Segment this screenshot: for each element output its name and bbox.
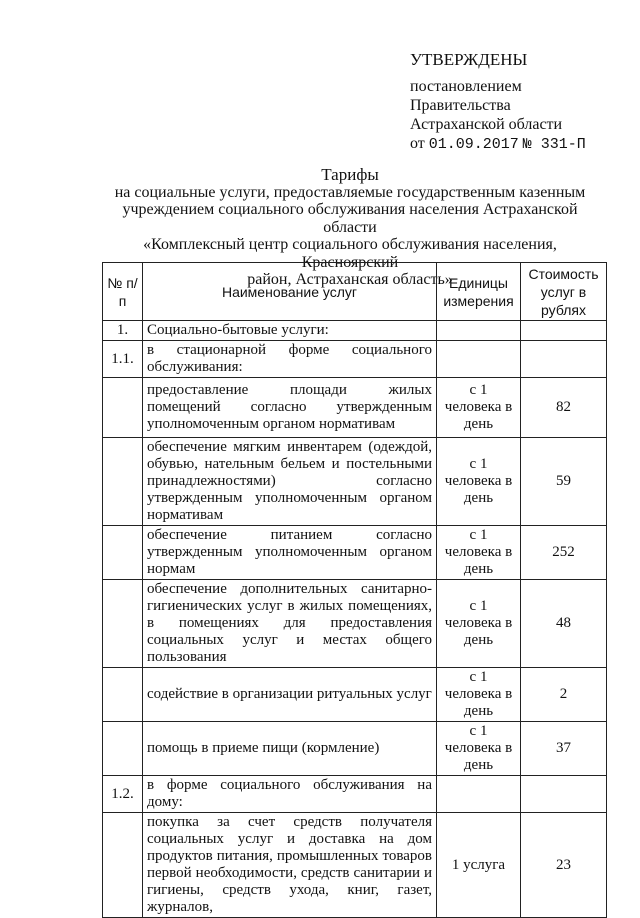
header-unit: Единицы измерения [437,263,521,321]
row-num [103,580,143,668]
row-price: 37 [521,722,607,776]
row-num [103,813,143,918]
row-name: в стационарной форме социального обслуживания: [143,341,437,378]
approved-date-line [410,134,630,154]
table-row [103,438,607,526]
table-row [103,580,607,668]
row-unit [437,341,521,378]
row-unit: с 1 человека в день [437,378,521,438]
table-row [103,668,607,722]
table-header-row [103,263,607,321]
row-name: помощь в приеме пищи (кормление) [143,722,437,776]
header-price: Стоимость услуг в рублях [521,263,607,321]
row-name: предоставление площади жилых помещений согласно утвержденным уполномоченным органом нормативам [143,378,437,438]
row-num [103,668,143,722]
row-name: покупка за счет средств получателя социальных услуг и доставка на дом продуктов питания, промышленных товаров первой необходимости, средств санитарии и гигиены, средств ухода, книг, газет, журналов, [143,813,437,918]
row-unit [437,321,521,341]
row-num: 1.2. [103,776,143,813]
row-price: 23 [521,813,607,918]
row-price: 252 [521,526,607,580]
row-price: 48 [521,580,607,668]
row-price: 2 [521,668,607,722]
row-num: 1.1. [103,341,143,378]
row-name: обеспечение мягким инвентарем (одеждой, обувью, нательным бельем и постельными принадлежностями) согласно утвержденным уполномоченным органом нормативам [143,438,437,526]
row-price [521,341,607,378]
row-num [103,438,143,526]
row-num [103,526,143,580]
row-name: в форме социального обслуживания на дому: [143,776,437,813]
tariff-table [102,262,607,918]
row-name: обеспечение питанием согласно утвержденным уполномоченным органом нормам [143,526,437,580]
approved-line-3: Астраханской области [410,116,563,133]
table-row [103,526,607,580]
approved-date-prefix: от [410,135,425,152]
approval-block [410,50,630,154]
row-name: Социально-бытовые услуги: [143,321,437,341]
table-row [103,378,607,438]
title-line-3: учреждением социального обслуживания населения Астраханской области [122,201,578,236]
header-num: № п/п [103,263,143,321]
row-name: обеспечение дополнительных санитарно-гигиенических услуг в жилых помещениях, в помещениях для предоставления социальных услуг и местах общего пользования [143,580,437,668]
row-unit: с 1 человека в день [437,438,521,526]
table-row [103,813,607,918]
row-price: 82 [521,378,607,438]
approved-date: 01.09.2017 [428,136,519,153]
row-unit: 1 услуга [437,813,521,918]
row-num: 1. [103,321,143,341]
row-num [103,378,143,438]
table-row [103,321,607,341]
row-unit [437,776,521,813]
row-price: 59 [521,438,607,526]
row-num [103,722,143,776]
approved-line-2: Правительства [410,97,511,114]
table-row [103,341,607,378]
row-price [521,321,607,341]
row-price [521,776,607,813]
title-line-5: район, Астраханская область» [247,271,453,288]
title-line-1: Тарифы [321,165,379,184]
row-unit: с 1 человека в день [437,580,521,668]
table-row [103,776,607,813]
header-name: Наименование услуг [143,263,437,321]
row-unit: с 1 человека в день [437,668,521,722]
row-unit: с 1 человека в день [437,722,521,776]
row-name: содействие в организации ритуальных услуг [143,668,437,722]
table-row [103,722,607,776]
row-unit: с 1 человека в день [437,526,521,580]
title-line-4: «Комплексный центр социального обслуживания населения, Красноярский [143,236,557,271]
title-line-2: на социальные услуги, предоставляемые государственным казенным [114,183,586,201]
approved-number: № 331-П [522,136,586,153]
approved-heading: УТВЕРЖДЕНЫ [410,50,528,69]
approved-line-1: постановлением [410,78,522,95]
